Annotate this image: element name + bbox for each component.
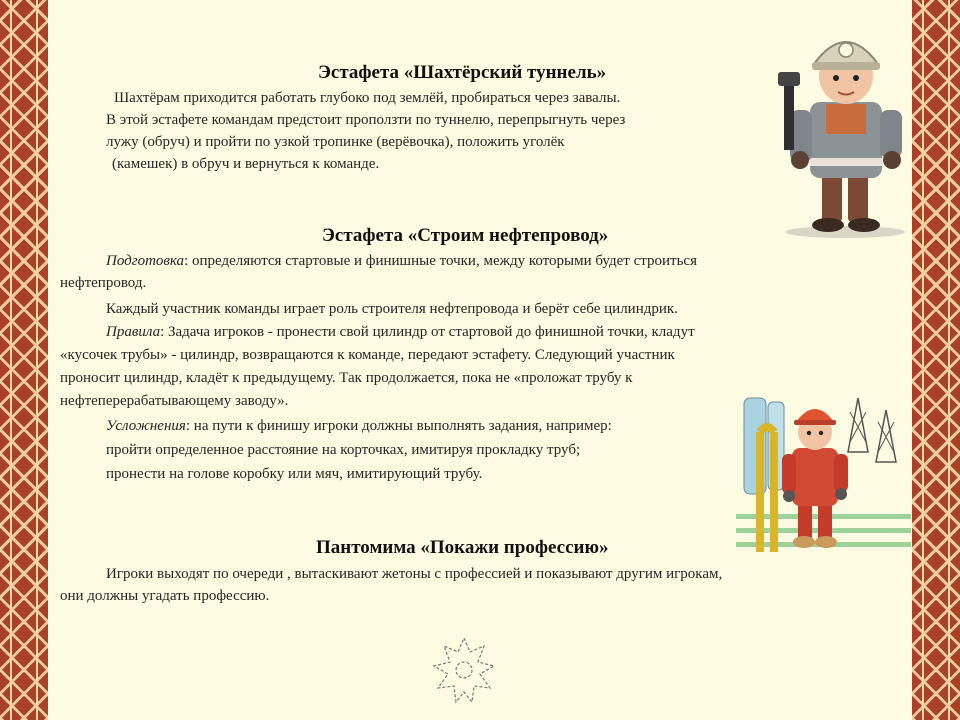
- text-line: (камешек) в обруч и вернуться к команде.: [112, 156, 380, 172]
- oil-worker-illustration: [736, 392, 911, 557]
- heading-pipeline: Эстафета «Строим нефтепровод»: [322, 225, 609, 246]
- ornament-border-left: [0, 0, 48, 720]
- complic-label: Усложнения: [106, 418, 186, 434]
- complic-text: : на пути к финишу игроки должны выполнять задания, например:: [185, 418, 612, 434]
- prep-text: : определяются стартовые и финишные точки, между которыми будет строиться: [184, 253, 697, 269]
- snowflake-ornament: [428, 634, 500, 710]
- miner-illustration: [770, 20, 920, 242]
- slide-content: [48, 0, 912, 720]
- heading-mine-tunnel: Эстафета «Шахтёрский туннель»: [318, 62, 607, 83]
- text-line: проносит цилиндр, кладёт к предыдущему. Так продолжается, пока не «проложат трубу к: [60, 370, 633, 386]
- text-line: нефтепровод.: [60, 275, 147, 291]
- text-line: Игроки выходят по очереди , вытаскивают жетоны с профессией и показывают другим игрокам,: [106, 566, 723, 582]
- text-line: «кусочек трубы» - цилиндр, возвращаются к команде, передают эстафету. Следующий участник: [60, 347, 675, 363]
- text-line: нефтеперерабатывающему заводу».: [60, 393, 289, 409]
- rules-label: Правила: [106, 324, 161, 340]
- text-line: лужу (обруч) и пройти по узкой тропинке (верёвочка), положить уголёк: [106, 134, 565, 150]
- text-line: они должны угадать профессию.: [60, 588, 270, 604]
- rules-text: : Задача игроков - пронести свой цилиндр от стартовой до финишной точки, кладут: [160, 324, 695, 340]
- text-line: Шахтёрам приходится работать глубоко под землёй, пробираться через завалы.: [114, 90, 621, 106]
- prep-label: Подготовка: [106, 253, 185, 269]
- text-line: Каждый участник команды играет роль строителя нефтепровода и берёт себе цилиндрик.: [106, 301, 678, 317]
- prep-line: [106, 253, 697, 270]
- complic-line: [106, 418, 612, 435]
- rules-line: [106, 324, 695, 341]
- heading-pantomime: Пантомима «Покажи профессию»: [316, 537, 609, 558]
- text-line: пройти определенное расстояние на корточках, имитируя прокладку труб;: [106, 442, 581, 458]
- text-line: пронести на голове коробку или мяч, имитирующий трубу.: [106, 466, 483, 482]
- text-line: В этой эстафете командам предстоит проползти по туннелю, перепрыгнуть через: [106, 112, 626, 128]
